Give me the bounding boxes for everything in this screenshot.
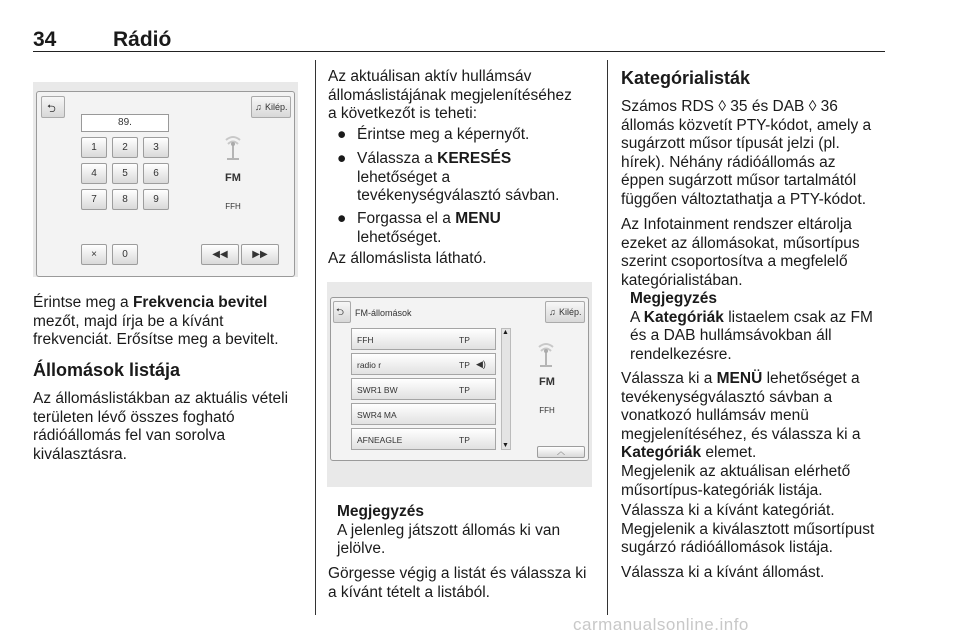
middle-note bbox=[337, 503, 602, 559]
rp3-text-c: lehetőséget a bbox=[762, 370, 860, 387]
p2-line-1: Az állomáslistákban az aktuális vételi bbox=[33, 390, 289, 407]
note-title: Megjegyzés bbox=[630, 290, 718, 307]
list-scrollbar[interactable] bbox=[501, 328, 511, 450]
chevron-down-icon: ▼ bbox=[502, 442, 509, 449]
radio-tower-icon bbox=[534, 342, 558, 368]
bullet-3-line-2: lehetőséget. bbox=[357, 228, 442, 246]
right-paragraph-1 bbox=[621, 98, 889, 210]
back-icon: ⮌ bbox=[47, 103, 56, 115]
exit-button[interactable] bbox=[251, 96, 291, 118]
back-button[interactable] bbox=[41, 96, 65, 118]
station-list-visible: Az állomáslista látható. bbox=[328, 250, 487, 267]
page-header bbox=[33, 14, 885, 52]
note-line-1: A jelenleg játszott állomás ki van bbox=[337, 521, 561, 539]
band-label: FM bbox=[539, 376, 555, 388]
rp4-line-2: műsortípus-kategóriák listája. bbox=[621, 481, 823, 499]
p2-line-2: területen lévő összes fogható bbox=[33, 408, 235, 426]
intro-line-2: állomáslistájának megjelenítéséhez bbox=[328, 86, 572, 104]
p2-line-3: rádióállomás fel van sorolva bbox=[33, 427, 226, 445]
note-line-2: és a DAB hullámsávokban áll bbox=[630, 327, 832, 345]
rp2-line-4: kategórialistában. bbox=[621, 271, 743, 289]
bullet-3-bold: MENU bbox=[455, 210, 501, 227]
rp3-line-4: megjelenítéséhez, és válassza ki a bbox=[621, 425, 861, 443]
key-6[interactable]: 6 bbox=[143, 163, 169, 184]
chevron-up-icon: ▲ bbox=[502, 329, 509, 336]
middle-intro bbox=[328, 68, 603, 124]
rp3-text-a: Válassza ki a bbox=[621, 370, 717, 387]
key-9[interactable]: 9 bbox=[143, 189, 169, 210]
station-label: FFH bbox=[539, 406, 555, 415]
frequency-input[interactable]: 89. bbox=[81, 114, 169, 132]
rp1-line-3: sugárzott műsor típusát jelzi (pl. bbox=[621, 135, 840, 153]
intro-line-1: Az aktuálisan aktív hullámsáv bbox=[328, 68, 532, 85]
bullet-1 bbox=[337, 126, 602, 145]
station-name: SWR4 MA bbox=[357, 410, 397, 420]
last-line-1: Görgesse végig a listát és válassza ki bbox=[328, 565, 587, 582]
p1-text-d: frekvenciát. Erősítse meg a bevitelt. bbox=[33, 331, 279, 349]
right-paragraph-5 bbox=[621, 502, 889, 558]
p2-line-4: kiválasztásra. bbox=[33, 445, 127, 463]
station-label: FFH bbox=[225, 202, 241, 211]
column-divider-1 bbox=[315, 60, 316, 615]
band-label: FM bbox=[225, 172, 241, 184]
key-0[interactable]: 0 bbox=[112, 244, 138, 265]
back-icon: ⮌ bbox=[336, 307, 345, 318]
p1-bold: Frekvencia bevitel bbox=[132, 294, 268, 311]
bullet-3 bbox=[337, 210, 602, 247]
note-line-2: jelölve. bbox=[337, 540, 386, 558]
back-button[interactable] bbox=[333, 301, 351, 323]
left-paragraph-2 bbox=[33, 390, 313, 464]
bullet-2-bold: KERESÉS bbox=[437, 150, 512, 167]
key-4[interactable]: 4 bbox=[81, 163, 107, 184]
rp1-line-4: hírek). Néhány rádióállomás az bbox=[621, 153, 836, 171]
music-note-icon: ♫ bbox=[255, 102, 262, 112]
station-row[interactable] bbox=[351, 328, 496, 350]
key-delete[interactable]: × bbox=[81, 244, 107, 265]
rp3-text-e: elemet. bbox=[701, 444, 757, 462]
note-title: Megjegyzés bbox=[337, 503, 425, 520]
note-line-3: rendelkezésre. bbox=[630, 345, 732, 363]
stations-list-heading: Állomások listája bbox=[33, 360, 181, 380]
tp-badge: TP bbox=[459, 335, 470, 345]
key-7[interactable]: 7 bbox=[81, 189, 107, 210]
key-2[interactable]: 2 bbox=[112, 137, 138, 158]
tp-badge: TP bbox=[459, 435, 470, 445]
last-line-2: a kívánt tételt a listából. bbox=[328, 583, 490, 601]
station-row[interactable] bbox=[351, 428, 496, 450]
seek-forward-button[interactable] bbox=[241, 244, 279, 265]
rp3-line-2: tevékenységválasztó sávban a bbox=[621, 388, 833, 406]
rp5-line-3: sugárzó rádióállomások listája. bbox=[621, 539, 833, 557]
station-name: SWR1 BW bbox=[357, 385, 398, 395]
note-text-c: listaelem csak az FM bbox=[723, 308, 873, 326]
rp1-line-5: éppen sugárzott műsor tartalmától bbox=[621, 172, 857, 190]
rp1-line-6: függően változtathatja a PTY-kódot. bbox=[621, 190, 867, 208]
rp3-line-3: vonatkozó hullámsáv menü bbox=[621, 407, 809, 425]
collapse-button[interactable] bbox=[537, 446, 585, 458]
radio-tower-icon bbox=[221, 135, 245, 161]
bullet-2-text-a: Válassza a bbox=[357, 150, 438, 167]
bullet-2 bbox=[337, 150, 602, 206]
note-text-a: A bbox=[630, 308, 644, 326]
section-title: Rádió bbox=[113, 28, 172, 51]
page-number: 34 bbox=[33, 28, 57, 51]
rewind-icon: ◀◀ bbox=[212, 249, 228, 260]
rp2-line-1: Az Infotainment rendszer eltárolja bbox=[621, 216, 852, 233]
category-lists-heading: Kategórialisták bbox=[621, 68, 751, 88]
frequency-entry-screen bbox=[36, 91, 295, 277]
middle-last-paragraph bbox=[328, 565, 603, 602]
p1-text-a: Érintse meg a bbox=[33, 294, 133, 311]
bullet-dot: ● bbox=[337, 126, 347, 143]
bullet-1-text: Érintse meg a képernyőt. bbox=[357, 126, 530, 143]
seek-back-button[interactable] bbox=[201, 244, 239, 265]
right-paragraph-2 bbox=[621, 216, 889, 290]
rp5-line-1: Válassza ki a kívánt kategóriát. bbox=[621, 502, 835, 519]
tp-badge: TP bbox=[459, 385, 470, 395]
rp3-bold-categories: Kategóriák bbox=[621, 444, 702, 462]
right-note bbox=[630, 290, 888, 364]
bullet-dot: ● bbox=[337, 150, 347, 167]
key-5[interactable]: 5 bbox=[112, 163, 138, 184]
rp1-line-1: Számos RDS ◊ 35 és DAB ◊ 36 bbox=[621, 98, 838, 115]
bullet-2-line-3: tevékenységválasztó sávban. bbox=[357, 187, 560, 205]
station-row-current[interactable] bbox=[351, 353, 496, 375]
rp3-bold-menu: MENÜ bbox=[716, 370, 763, 387]
station-name: AFNEAGLE bbox=[357, 435, 403, 445]
key-8[interactable]: 8 bbox=[112, 189, 138, 210]
exit-label: Kilép. bbox=[559, 307, 582, 317]
watermark: carmanualsonline.info bbox=[573, 615, 749, 634]
fm-stations-screen bbox=[330, 297, 589, 461]
p1-text-c: mezőt, majd írja be a kívánt bbox=[33, 312, 224, 330]
station-name: FFH bbox=[357, 335, 374, 345]
speaker-icon: ◀) bbox=[476, 359, 486, 369]
intro-line-3: a következőt is teheti: bbox=[328, 105, 478, 123]
rp5-line-2: Megjelenik a kiválasztott műsortípust bbox=[621, 520, 875, 538]
rp2-line-2: ezeket az állomásokat, műsortípus bbox=[621, 234, 860, 252]
bullet-3-text-a: Forgassa el a bbox=[357, 210, 456, 227]
rp1-line-2: állomás közvetít PTY-kódot, amely a bbox=[621, 116, 872, 134]
chevron-up-icon: ︿ bbox=[557, 447, 565, 456]
exit-label: Kilép. bbox=[265, 102, 288, 112]
right-paragraph-3 bbox=[621, 370, 889, 463]
key-3[interactable]: 3 bbox=[143, 137, 169, 158]
bullet-dot: ● bbox=[337, 210, 347, 227]
station-name: radio r bbox=[357, 360, 382, 370]
note-bold: Kategóriák bbox=[643, 308, 724, 326]
exit-button[interactable] bbox=[545, 301, 585, 323]
station-row[interactable] bbox=[351, 403, 496, 425]
key-1[interactable]: 1 bbox=[81, 137, 107, 158]
music-note-icon: ♫ bbox=[549, 307, 556, 317]
right-paragraph-6: Válassza ki a kívánt állomást. bbox=[621, 564, 825, 581]
column-divider-2 bbox=[607, 60, 608, 615]
rp2-line-3: szerint csoportosítva a megfelelő bbox=[621, 253, 848, 271]
left-paragraph-1 bbox=[33, 294, 313, 350]
bullet-2-line-2: lehetőséget a bbox=[357, 168, 451, 186]
tp-badge: TP bbox=[459, 360, 470, 370]
fast-forward-icon: ▶▶ bbox=[252, 249, 268, 260]
rp4-line-1: Megjelenik az aktuálisan elérhető bbox=[621, 463, 851, 480]
screen-title: FM-állomások bbox=[355, 308, 412, 318]
right-paragraph-4 bbox=[621, 463, 889, 500]
station-row[interactable] bbox=[351, 378, 496, 400]
